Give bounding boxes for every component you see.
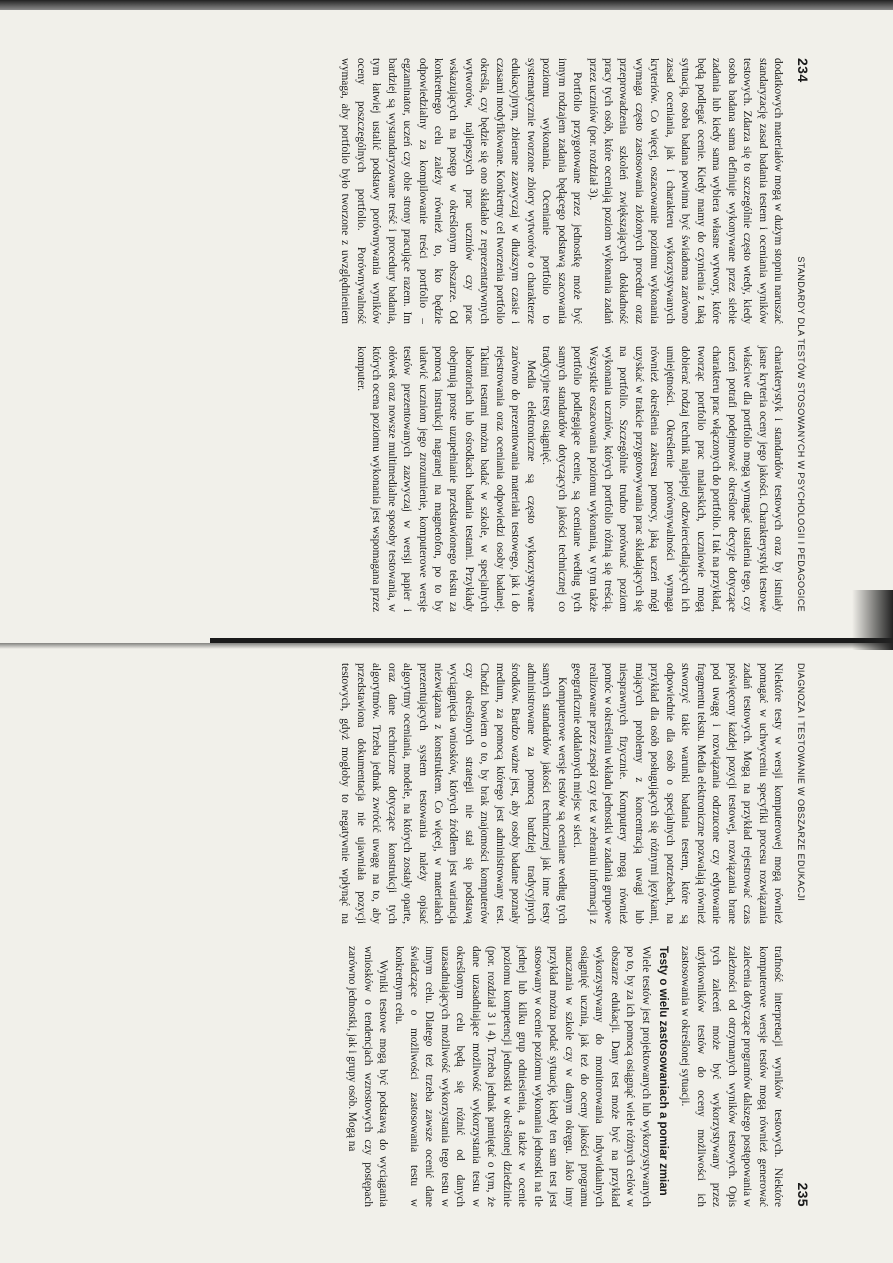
- section-heading: Testy o wielu zastosowaniach a pomiar zmian: [656, 946, 669, 1196]
- paragraph: Wyniki testowe mogą być podstawą do wyciągania wniosków o tendencjach wzrostowych czy postępach zarówno jednostki, jak i grupy osób. Mogą na: [346, 946, 390, 1207]
- running-head-235: [785, 655, 815, 1215]
- paragraph: Komputerowe wersje testów są oceniane według tych samych standardów jakości technicznej jak inne testy administrowane za pomocą bardziej tradycyjnych środków. Bardzo ważne jest, aby osoby badane poznały medium, za pomocą którego jest administrowany test. Chodzi bowiem o to, by brak znajomości komputerów czy określonych strategii nie stał się podstawą wyciągnięcia wniosków, których źródłem jest wariancja niezwiązana z konstruktem. Co więcej, w materiałach prezentujących system testowania należy opisać algorytmy oceniania, modele, na których zostały oparte, oraz dane techniczne dotyczące konstrukcji tych algorytmów. Trzeba jednak zwrócić uwagę na to, aby przedstawiona dokumentacja nie ujawniała pozycji testowych, gdyż mogłoby to negatywnie wpłynąć na trafność interpretacji wyników testowych. Niektóre komputerowe wersje testów mogą również generować zalecenia dotyczące programów dalszego postępowania w zależności od otrzymanych wyników testowych. Opis tych zaleceń może być wykorzystywany przez użytkowników testów do oceny możliwości ich zastosowania w określonej sytuacji.: [339, 663, 784, 1207]
- running-head-text-234: STANDARDY DLA TESTÓW STOSOWANYCH W PSYCHOLOGII I PEDAGOGICE: [796, 256, 806, 612]
- running-head-text-235: DIAGNOZA I TESTOWANIE W OBSZARZE EDUKACJI: [796, 663, 806, 902]
- scan-edge-right: [852, 590, 893, 650]
- fold-shadow: [0, 643, 893, 649]
- paragraph: dodatkowych materiałów mogą w dużym stopniu naruszać standaryzację zasad badania testem i oceniania wyników testowych. Zdarza się to szczególnie często wtedy, kiedy osoba badana sama definiuje wykonywane przez siebie zadania lub kiedy sama wybiera własne wytwory, które będą podlegać ocenie. Kiedy mamy do czynienia z taką sytuacją, osoba badana powinna być świadoma zarówno zasad oceniania, jak i charakteru wykorzystywanych kryteriów. Co więcej, oszacowanie poziomu wykonania wymaga często zastosowania złożonych procedur oraz przeprowadzenia szkoleń zwiększających dokładność pracy tych osób, które oceniają poziom wykonania zadań przez uczniów (por. rozdział 3).: [586, 58, 784, 324]
- page-number-234: 234: [795, 58, 811, 83]
- page-234: [15, 50, 815, 620]
- body-text-234: [65, 50, 785, 620]
- body-text-235: [65, 655, 785, 1215]
- paragraph: Niektóre testy w wersji komputerowej mogą również pomagać w uchwyceniu specyfiki procesu rozwiązania zadań testowych. Mogą na przykład rejestrować czas poświęcony każdej pozycji testowej, rozwiązania brane pod uwagę i rozwiązania odrzucone czy edytowanie fragmentu tekstu. Media elektroniczne pozwalają również stworzyć takie warunki badania testem, które są odpowiednie dla osób o specjalnych potrzebach, na przykład dla osób posługujących się różnymi językami, mających problemy z koncentracją uwagi lub niesprawnych fizycznie. Komputery mogą również pomóc w określeniu wkładu jednostki w zadania grupowe realizowane przez zespół czy też w zebraniu informacji z geograficznie oddalonych miejsc w sieci.: [571, 663, 784, 924]
- page-235: [15, 655, 815, 1215]
- paragraph: Media elektroniczne są często wykorzystywane zarówno do prezentowania materiału testowego, jak i do rejestrowania oraz oceniania odpowiedzi osoby badanej. Takimi testami można badać w szkole, w specjalnych laboratoriach lub ośrodkach badania testami. Przykłady obejmują proste uzupełnianie przedstawionego tekstu za pomocą instrukcji nagranej na magnetofon, po to by ułatwić uczniom jego zrozumienie, komputerowe wersje testów prezentowanych zazwyczaj w wersji papier i ołówek oraz nowsze multimedialne sposoby testowania, w których ocena poziomu wykonania jest wspomagana przez komputer.: [354, 346, 537, 612]
- page-number-235: 235: [795, 1182, 811, 1207]
- paragraph: Portfolio przygotowane przez jednostkę może być innym rodzajem zadania będącego podstawą szacowania poziomu wykonania. Ocenianie portfolio to systematycznie tworzone zbiory wytworów o charakterze edukacyjnym, zbierane zazwyczaj w dłuższym czasie i czasami modyfikowane. Konkretny cel tworzenia portfolio określa, czy będzie się ono składało z reprezentatywnych wytworów, najlepszych prac uczniów czy prac wskazujących na postęp w określonym obszarze. Od konkretnego celu zależy również to, kto będzie odpowiedzialny za kompilowanie treści portfolio – egzaminator, uczeń czy obie strony pracujące razem. Im bardziej są wystandaryzowane treść i procedury badania, tym łatwiej ustalić podstawy porównywania wyników oceny poszczególnych portfolio. Porównywalność wymaga, aby portfolio było tworzone z uwzględnieniem charakterystyk i standardów testowych oraz by istniały jasne kryteria oceny jego jakości. Charakterystyki testowe właściwe dla portfolio mogą wymagać ustalenia tego, czy uczeń potrafi podejmować określone decyzje dotyczące charakteru prac włączonych do portfolio. I tak na przykład, tworząc portfolio prac malarskich, uczniowie mogą dobierać rodzaj technik najlepiej odzwierciedlających ich umiejętności. Określenie porównywalności wymaga również określenia zakresu pomocy, jaką uczeń mógł uzyskać w trakcie przygotowywania prac składających się na portfolio. Szczególnie trudno porównać poziom wykonania uczniów, których portfolio różnią się treścią. Wszystkie oszacowania poziomu wykonania, w tym także portfolio podlegające ocenie, są oceniane według tych samych standardów dotyczących jakości technicznej co tradycyjne testy osiągnięć.: [339, 58, 784, 612]
- running-head-234: [785, 50, 815, 620]
- paragraph: Wiele testów jest projektowanych lub wykorzystywanych po to, by za ich pomocą osiągnąć wiele różnych celów w obszarze edukacji. Dany test może być na przykład wykorzystywany do monitorowania indywidualnych osiągnięć ucznia, jak też do oceny jakości programu nauczania w szkole czy w danym okręgu. Jako inny przykład można podać sytuację, kiedy ten sam test jest stosowany w ocenie poziomu wykonania jednostki na tle jednej lub kilku grup odniesienia, a także w ocenie poziomu kompetencji jednostki w określonej dziedzinie (por. rozdział 3 i 4). Trzeba jednak pamiętać o tym, że dane uzasadniające możliwość wykorzystania testu w określonym celu będą się różnić od danych uzasadniających możliwość wykorzystania tego testu w innym celu. Dlatego też trzeba zawsze ocenić dane świadczące o możliwości zastosowania testu w konkretnym celu.: [392, 946, 652, 1207]
- scan-edge-top: [0, 0, 893, 10]
